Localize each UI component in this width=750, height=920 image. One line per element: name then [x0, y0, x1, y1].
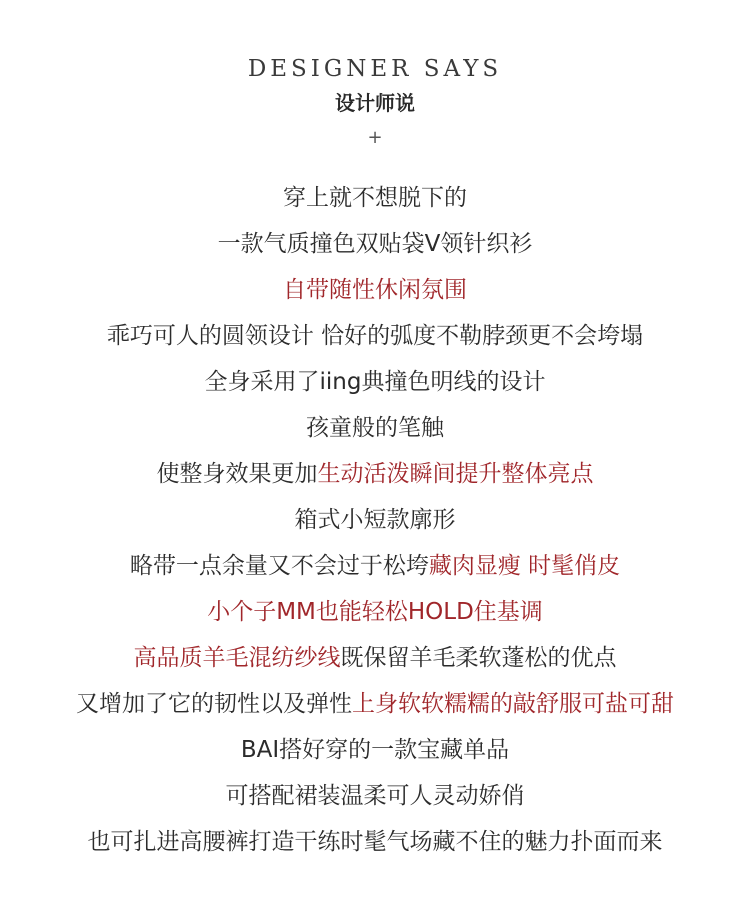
description-line [0, 732, 750, 778]
line-text: 既保留羊毛柔软蓬松的优点 [340, 645, 617, 671]
line-highlight-text: 生动活泼瞬间提升整体亮点 [317, 461, 594, 487]
description-line [0, 410, 750, 456]
line-text: 一款气质撞色双贴袋V领针织衫 [217, 231, 533, 257]
description-line [0, 594, 750, 640]
description-line [0, 364, 750, 410]
line-highlight-text: 小个子MM也能轻松HOLD住基调 [207, 599, 543, 625]
description-line [0, 640, 750, 686]
line-text: 孩童般的笔触 [306, 415, 444, 441]
description-line [0, 226, 750, 272]
plus-icon: + [367, 127, 383, 148]
section-title-english: DESIGNER SAYS [247, 56, 503, 82]
line-text: 略带一点余量又不会过于松垮 [129, 553, 429, 579]
line-highlight-text: 藏肉显瘦 时髦俏皮 [428, 553, 621, 579]
section-title-chinese: 设计师说 [335, 91, 415, 115]
line-text: 箱式小短款廓形 [294, 507, 456, 533]
line-text: 也可扎进高腰裤打造干练时髦气场藏不住的魅力扑面而来 [87, 829, 663, 855]
description-line [0, 548, 750, 594]
line-highlight-text: 上身软软糯糯的敲舒服可盐可甜 [352, 691, 674, 717]
line-highlight-text: 自带随性休闲氛围 [283, 277, 467, 303]
line-text: 又增加了它的韧性以及弹性 [76, 691, 352, 717]
line-text: BAI搭好穿的一款宝藏单品 [240, 737, 510, 763]
description-line [0, 824, 750, 870]
description-line [0, 686, 750, 732]
line-text: 穿上就不想脱下的 [283, 185, 467, 211]
description-line [0, 456, 750, 502]
line-text: 乖巧可人的圆领设计 恰好的弧度不勒脖颈更不会垮塌 [106, 323, 644, 349]
description-line [0, 502, 750, 548]
description-line [0, 778, 750, 824]
line-highlight-text: 高品质羊毛混纺纱线 [133, 645, 341, 671]
line-text: 全身采用了iing典撞色明线的设计 [204, 369, 546, 395]
description-text-block [0, 180, 750, 870]
description-line [0, 272, 750, 318]
line-text: 可搭配裙装温柔可人灵动娇俏 [225, 783, 525, 809]
description-line [0, 180, 750, 226]
description-line [0, 318, 750, 364]
line-text: 使整身效果更加 [156, 461, 318, 487]
